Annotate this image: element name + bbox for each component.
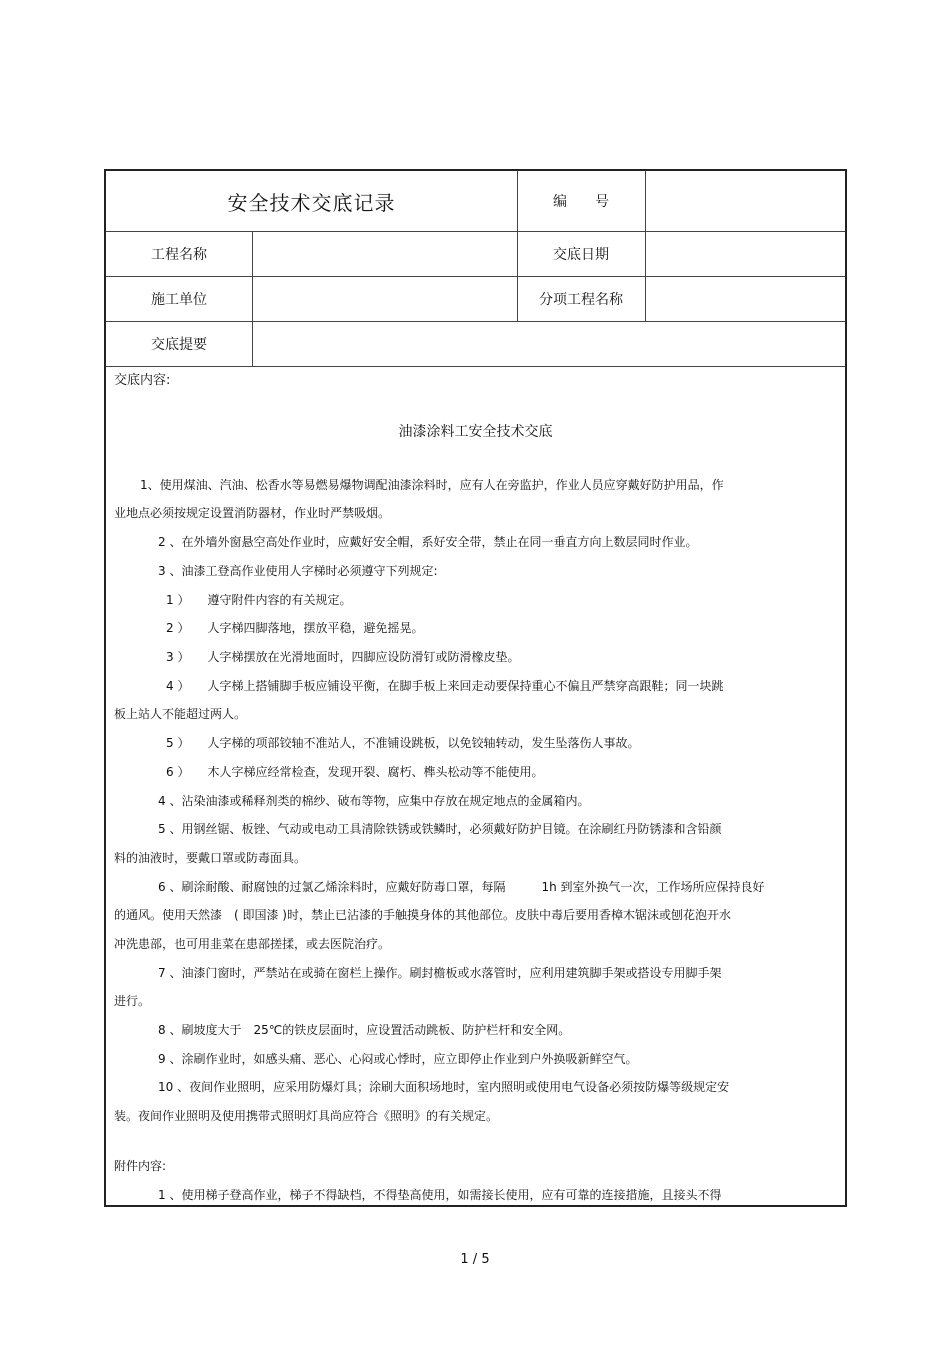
- form-title: 安全技术交底记录: [227, 190, 396, 215]
- content-line: 料的油液时，要戴口罩或防毒面具。: [114, 851, 307, 865]
- content-line: 2 ） 人字梯四脚落地，摆放平稳，避免摇晃。: [166, 621, 424, 635]
- safety-disclosure-form: [104, 169, 847, 1207]
- subproject-label: 分项工程名称: [539, 291, 623, 308]
- number-label: 编 号: [553, 194, 609, 210]
- content-line: 装。夜间作业照明及使用携带式照明灯具尚应符合《照明》的有关规定。: [114, 1109, 499, 1123]
- number-value: [645, 171, 845, 231]
- content-line: 2 、在外墙外窗悬空高处作业时，应戴好安全帽，系好安全带，禁止在同一垂直方向上数层同时作业。: [158, 535, 698, 549]
- content-line: 6 ） 木人字梯应经常检查，发现开裂、腐朽、榫头松动等不能使用。: [166, 765, 544, 779]
- content-line: 8 、刷坡度大于 25℃的铁皮层面时，应设置活动跳板、防护栏杆和安全网。: [158, 1023, 571, 1037]
- content-line: 业地点必须按规定设置消防器材，作业时严禁吸烟。: [114, 506, 391, 520]
- content-line: 4 、沾染油漆或稀释剂类的棉纱、破布等物，应集中存放在规定地点的金属箱内。: [158, 794, 590, 808]
- date-label: 交底日期: [553, 246, 609, 263]
- date-value: [645, 231, 845, 276]
- content-area: [106, 368, 845, 1205]
- attachment-label: 附件内容:: [114, 1159, 167, 1173]
- subproject-value: [645, 276, 845, 321]
- content-line: 5 、用钢丝锯、板锉、气动或电动工具清除铁锈或铁鳞时，必须戴好防护目镜。在涂刷红丹防锈漆和含铅颜: [158, 822, 722, 836]
- unit-value: [252, 276, 517, 321]
- content-line: 进行。: [114, 994, 151, 1008]
- row-divider: [106, 366, 845, 367]
- project-name-value: [252, 231, 517, 276]
- unit-label: 施工单位: [151, 291, 207, 308]
- content-line: 3 、油漆工登高作业使用人字梯时必须遵守下列规定:: [158, 564, 438, 578]
- content-line: 1、使用煤油、汽油、松香水等易燃易爆物调配油漆涂料时，应有人在旁监护，作业人员应穿戴好防护用品，作: [140, 478, 724, 492]
- content-line: 冲洗患部，也可用韭菜在患部搓揉，或去医院治疗。: [114, 937, 391, 951]
- page-number: 1 / 5: [460, 1252, 490, 1267]
- content-line: 4 ） 人字梯上搭铺脚手板应铺设平衡，在脚手板上来回走动要保持重心不偏且严禁穿高跟鞋；同一块跳: [166, 679, 724, 693]
- summary-value: [252, 321, 845, 366]
- content-heading: 油漆涂料工安全技术交底: [398, 424, 553, 440]
- content-line: 10 、夜间作业照明，应采用防爆灯具；涂刷大面积场地时，室内照明或使用电气设备必须按防爆等级规定安: [158, 1080, 730, 1094]
- content-line: 6 、刷涂耐酸、耐腐蚀的过氯乙烯涂料时，应戴好防毒口罩，每隔 1h 到室外换气一次，工作场所应保持良好: [158, 880, 765, 894]
- content-line: 板上站人不能超过两人。: [114, 707, 247, 721]
- content-line: 的通风。使用天然漆 ( 即国漆 )时，禁止已沾漆的手触摸身体的其他部位。皮肤中毒后要用香樟木锯沫或刨花泡开水: [114, 908, 731, 922]
- content-line: 9 、涂刷作业时，如感头痛、恶心、心闷或心悸时，应立即停止作业到户外换吸新鲜空气。: [158, 1052, 638, 1066]
- content-line: 7 、油漆门窗时，严禁站在或骑在窗栏上操作。刷封檐板或水落管时，应利用建筑脚手架或搭设专用脚手架: [158, 966, 722, 980]
- attachment-line: 1 、使用梯子登高作业，梯子不得缺档，不得垫高使用，如需接长使用，应有可靠的连接措施，且接头不得: [158, 1188, 722, 1202]
- content-line: 1 ） 遵守附件内容的有关规定。: [166, 593, 352, 607]
- summary-label: 交底提要: [151, 336, 207, 353]
- content-line: 5 ） 人字梯的项部铰轴不准站人，不准铺设跳板，以免铰轴转动，发生坠落伤人事故。: [166, 736, 640, 750]
- project-name-label: 工程名称: [151, 246, 207, 263]
- content-line: 3 ） 人字梯摆放在光滑地面时，四脚应设防滑钉或防滑橡皮垫。: [166, 650, 520, 664]
- content-label: 交底内容:: [114, 373, 171, 388]
